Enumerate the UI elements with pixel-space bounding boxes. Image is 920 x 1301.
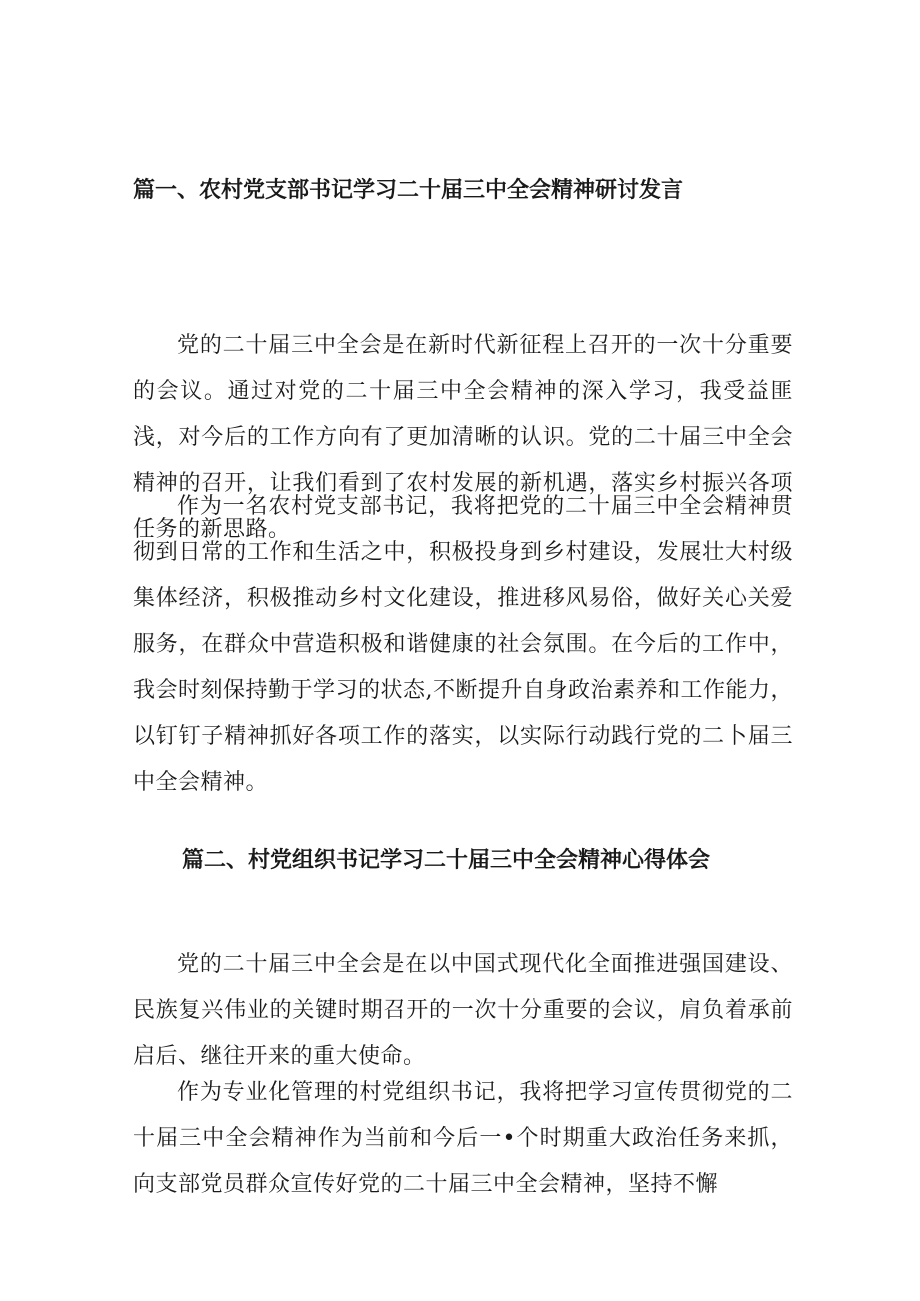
section-1-paragraph-2: 作为一名农村党支部书记，我将把党的二十届三中全会精神贯彻到日常的工作和生活之中，积极投身到乡村建设，发展壮大村级集体经济，积极推动乡村文化建设，推进移风易俗，做好关心关爱服务，在群众中营造积极和谐健康的社会氛围。在今后的工作中，我会时刻保持勤于学习的状态,不断提升自身政治素养和工作能力，以钉钉子精神抓好各项工作的落实，以实际行动践行党的二卜届三中全会精神。 <box>133 494 793 795</box>
section-2-heading: 篇二、村党组织书记学习二十届三中全会精神心得体会 <box>182 848 711 873</box>
section-2-paragraph-1: 党的二十届三中全会是在以中国式现代化全面推进强国建设、民族复兴伟业的关键时期召开的一次十分重要的会议，肩负着承前启后、继往开来的重大使命。 <box>133 952 793 1069</box>
section-1-heading: 篇一、农村党支部书记学习二十届三中全会精神研讨发言 <box>133 178 684 203</box>
section-2-paragraph-2: 作为专业化管理的村党组织书记，我将把学习宣传贯彻党的二十届三中全会精神作为当前和今后一•个时期重大政治任务来抓，向支部党员群众宣传好党的二十届三中全会精神，坚持不懈 <box>133 1080 793 1197</box>
section-1-paragraph-1: 党的二十届三中全会是在新时代新征程上召开的一次十分重要的会议。通过对党的二十届三中全会精神的深入学习，我受益匪浅，对今后的工作方向有了更加清晰的认识。党的二十届三中全会精神的召开，让我们看到了农村发展的新机遇，落实乡村振兴各项任务的新思路。 <box>133 333 793 542</box>
